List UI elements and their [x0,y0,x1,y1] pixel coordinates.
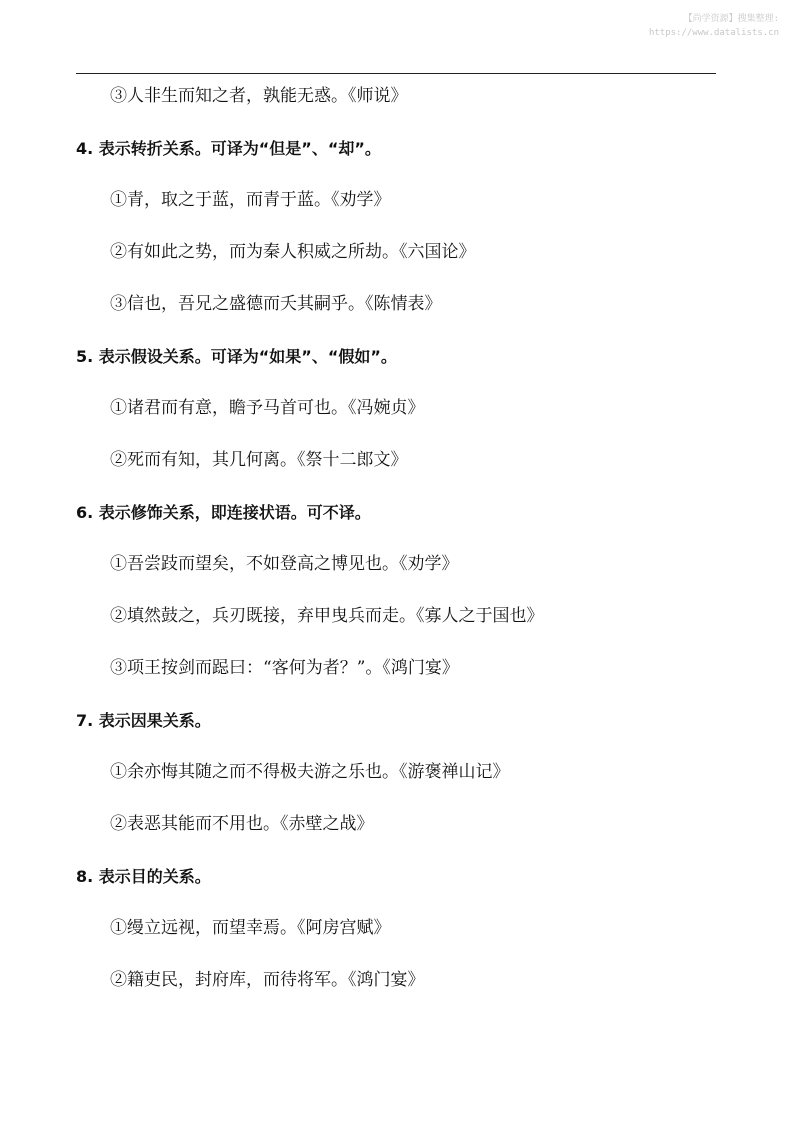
section-heading-7: 7. 表示因果关系。 [76,711,211,730]
header-divider [76,73,716,74]
section-heading-8: 8. 表示目的关系。 [76,867,211,886]
example-line: ③项王按剑而跽曰：“客何为者？”。《鸿门宴》 [110,658,459,678]
example-line: ②死而有知，其几何离。《祭十二郎文》 [110,450,408,470]
example-line: ②表恶其能而不用也。《赤壁之战》 [110,814,374,834]
example-line: ①余亦悔其随之而不得极夫游之乐也。《游褒禅山记》 [110,762,510,782]
watermark-source: 【尚学资源】搜集整理: [683,14,779,24]
example-line: ②籍吏民，封府库，而待将军。《鸿门宴》 [110,970,425,990]
example-line: ①青，取之于蓝，而青于蓝。《劝学》 [110,190,391,210]
example-line: ①吾尝跂而望矣，不如登高之博见也。《劝学》 [110,554,459,574]
section-heading-6: 6. 表示修饰关系，即连接状语。可不译。 [76,503,371,522]
example-line: ②填然鼓之，兵刃既接，弃甲曳兵而走。《寡人之于国也》 [110,606,544,626]
watermark [649,12,779,40]
example-line: ①缦立远视，而望幸焉。《阿房宫赋》 [110,918,391,938]
watermark-url: https://www.datalists.cn [648,28,779,38]
section-heading-5: 5. 表示假设关系。可译为“如果”、“假如”。 [76,347,397,366]
example-line: ②有如此之势，而为秦人积威之所劫。《六国论》 [110,242,476,262]
example-line: ③信也，吾兄之盛德而夭其嗣乎。《陈情表》 [110,294,442,314]
section-heading-4: 4. 表示转折关系。可译为“但是”、“却”。 [76,139,381,158]
example-line: ③人非生而知之者，孰能无惑。《师说》 [110,86,408,106]
example-line: ①诸君而有意，瞻予马首可也。《冯婉贞》 [110,398,425,418]
